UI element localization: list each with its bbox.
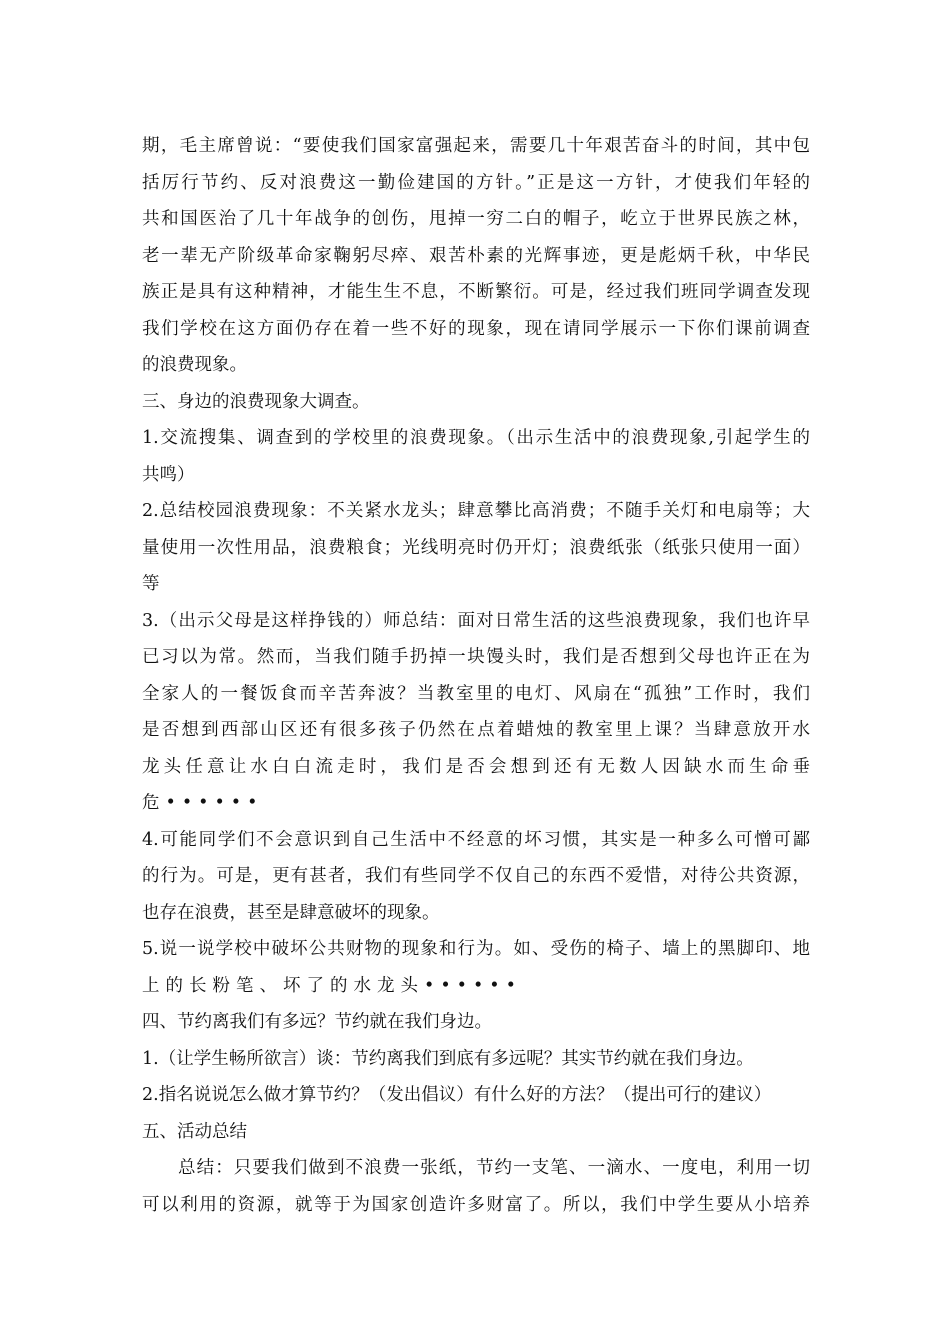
text-line: 括厉行节约、反对浪费这一勤俭建国的方针。”正是这一方针，才使我们年轻的 (142, 172, 810, 193)
text-line: 的浪费现象。 (142, 355, 247, 375)
paragraph-line: 可以利用的资源，就等于为国家创造许多财富了。所以，我们中学生要从小培养 (142, 1194, 810, 1215)
section-heading: 四、节约离我们有多远？节约就在我们身边。 (142, 1012, 492, 1032)
list-item-line: 危•••••• (142, 793, 264, 813)
list-item-line: 已习以为常。然而，当我们随手扔掉一块馒头时，我们是否想到父母也许正在为 (142, 647, 810, 667)
list-item-line: 龙头任意让水白白流走时，我们是否会想到还有无数人因缺水而生命垂 (142, 756, 810, 777)
document-body (142, 128, 810, 1223)
list-item-line: 5.说一说学校中破坏公共财物的现象和行为。如、受伤的椅子、墙上的黑脚印、地 (142, 939, 810, 959)
text-line: 老一辈无产阶级革命家鞠躬尽瘁、艰苦朴素的光辉事迹，更是彪炳千秋，中华民 (142, 245, 810, 266)
list-item-line: 3.（出示父母是这样挣钱的）师总结：面对日常生活的这些浪费现象，我们也许早 (142, 610, 810, 631)
text-line: 族正是具有这种精神，才能生生不息，不断繁衍。可是，经过我们班同学调查发现 (142, 282, 810, 302)
list-item-line: 4.可能同学们不会意识到自己生活中不经意的坏习惯，其实是一种多么可憎可鄙 (142, 829, 810, 850)
section-heading: 三、身边的浪费现象大调查。 (142, 391, 370, 412)
list-item-line: 全家人的一餐饭食而辛苦奔波？当教室里的电灯、风扇在“孤独”工作时，我们 (142, 683, 810, 704)
list-item-line: 上的长粉笔、坏了的水龙头•••••• (142, 975, 522, 996)
list-item-line: 等 (142, 574, 160, 594)
list-item-line: 量使用一次性用品，浪费粮食；光线明亮时仍开灯；浪费纸张（纸张只使用一面） (142, 537, 810, 558)
text-line: 期，毛主席曾说：“要使我们国家富强起来，需要几十年艰苦奋斗的时间，其中包 (142, 136, 810, 156)
list-item-line: 1.交流搜集、调查到的学校里的浪费现象。（出示生活中的浪费现象,引起学生的 (142, 428, 810, 448)
list-item-line: 的行为。可是，更有甚者，我们有些同学不仅自己的东西不爱惜，对待公共资源， (142, 866, 810, 886)
list-item-line: 共鸣） (142, 464, 195, 485)
text-line: 我们学校在这方面仍存在着一些不好的现象，现在请同学展示一下你们课前调查 (142, 318, 810, 339)
text-line: 共和国医治了几十年战争的创伤，甩掉一穷二白的帽子，屹立于世界民族之林， (142, 209, 810, 229)
list-item-line: 是否想到西部山区还有很多孩子仍然在点着蜡烛的教室里上课？当肆意放开水 (142, 720, 810, 740)
list-item-line: 2.指名说说怎么做才算节约？（发出倡议）有什么好的方法？（提出可行的建议） (142, 1085, 772, 1105)
list-item-line: 也存在浪费，甚至是肆意破坏的现象。 (142, 902, 440, 923)
paragraph-line: 总结：只要我们做到不浪费一张纸，节约一支笔、一滴水、一度电，利用一切 (178, 1158, 810, 1178)
section-heading: 五、活动总结 (142, 1121, 247, 1142)
list-item-line: 2.总结校园浪费现象：不关紧水龙头；肆意攀比高消费；不随手关灯和电扇等；大 (142, 501, 810, 521)
list-item-line: 1.（让学生畅所欲言）谈：节约离我们到底有多远呢？其实节约就在我们身边。 (142, 1048, 754, 1069)
